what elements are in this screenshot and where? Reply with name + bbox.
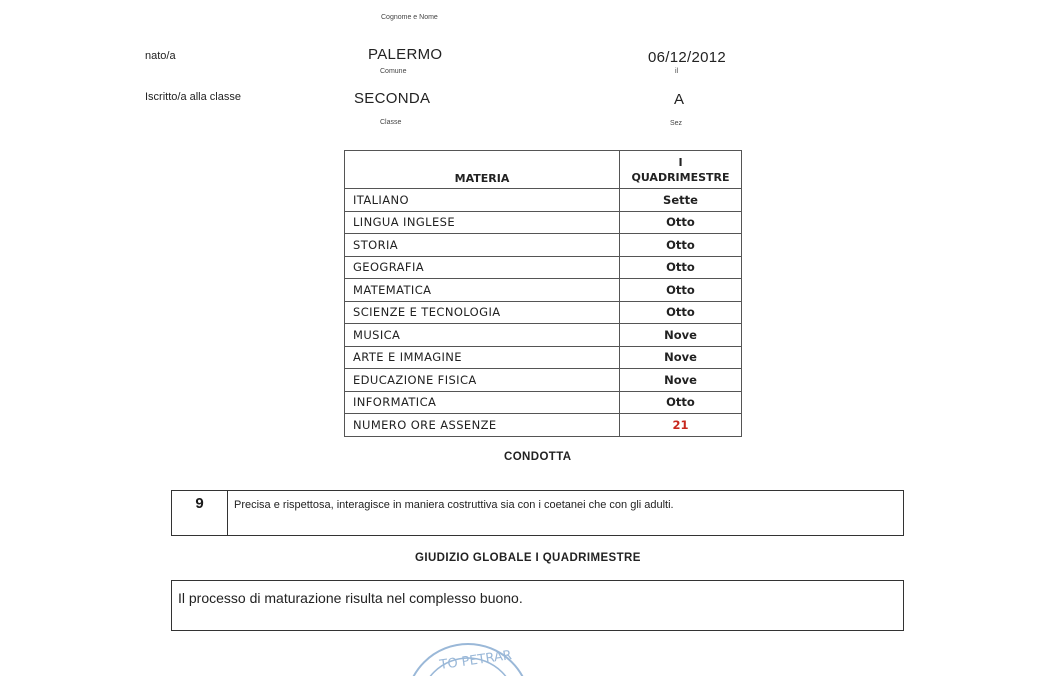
- table-row: [345, 414, 742, 437]
- column-header-term-line1: I: [678, 155, 683, 169]
- global-judgement-heading: GIUDIZIO GLOBALE I QUADRIMESTRE: [415, 552, 641, 564]
- grade-cell: Otto: [620, 279, 742, 302]
- class-label: Iscritto/a alla classe: [145, 91, 241, 103]
- school-stamp: [402, 636, 542, 676]
- birth-date: 06/12/2012: [648, 49, 727, 66]
- conduct-box: [171, 490, 904, 536]
- grade-cell: Otto: [620, 211, 742, 234]
- subject-cell: ARTE E IMMAGINE: [345, 346, 620, 369]
- table-row: [345, 391, 742, 414]
- table-row: [345, 369, 742, 392]
- birth-place-caption: Comune: [380, 68, 407, 75]
- subject-cell: MUSICA: [345, 324, 620, 347]
- grades-table: [344, 150, 742, 437]
- table-row: [345, 346, 742, 369]
- column-header-subject: MATERIA: [345, 151, 620, 189]
- absence-hours-cell: 21: [620, 414, 742, 437]
- class-caption: Classe: [380, 119, 402, 126]
- table-row: [345, 211, 742, 234]
- column-header-term-line2: QUADRIMESTRE: [631, 170, 730, 184]
- birth-date-caption: il: [675, 68, 679, 75]
- grade-cell: Nove: [620, 369, 742, 392]
- conduct-text: Precisa e rispettosa, interagisce in maniera costruttiva sia con i coetanei che con gli adulti.: [234, 499, 674, 511]
- section-value: A: [674, 91, 685, 108]
- global-judgement-box: [171, 580, 904, 631]
- table-row: [345, 324, 742, 347]
- birth-label: nato/a: [145, 50, 176, 62]
- grade-cell: Nove: [620, 324, 742, 347]
- stamp-lettering: TO PETRAR: [438, 648, 513, 674]
- table-row: [345, 256, 742, 279]
- table-row: [345, 234, 742, 257]
- subject-cell: EDUCAZIONE FISICA: [345, 369, 620, 392]
- conduct-score: 9: [172, 491, 228, 535]
- grade-cell: Sette: [620, 189, 742, 212]
- subject-cell: STORIA: [345, 234, 620, 257]
- column-header-term: [620, 151, 742, 189]
- subject-cell: MATEMATICA: [345, 279, 620, 302]
- conduct-heading: CONDOTTA: [504, 451, 572, 463]
- subject-cell: NUMERO ORE ASSENZE: [345, 414, 620, 437]
- global-judgement-text: Il processo di maturazione risulta nel complesso buono.: [178, 590, 523, 606]
- subject-cell: LINGUA INGLESE: [345, 211, 620, 234]
- grade-cell: Otto: [620, 234, 742, 257]
- grades-header-row: [345, 151, 742, 189]
- grade-cell: Otto: [620, 301, 742, 324]
- subject-cell: SCIENZE E TECNOLOGIA: [345, 301, 620, 324]
- subject-cell: ITALIANO: [345, 189, 620, 212]
- name-caption: Cognome e Nome: [381, 14, 438, 21]
- table-row: [345, 301, 742, 324]
- birth-place: PALERMO: [368, 46, 443, 63]
- grade-cell: Otto: [620, 391, 742, 414]
- subject-cell: INFORMATICA: [345, 391, 620, 414]
- class-value: SECONDA: [354, 90, 431, 107]
- grade-cell: Otto: [620, 256, 742, 279]
- section-caption: Sez: [670, 120, 683, 127]
- table-row: [345, 279, 742, 302]
- table-row: [345, 189, 742, 212]
- grade-cell: Nove: [620, 346, 742, 369]
- subject-cell: GEOGRAFIA: [345, 256, 620, 279]
